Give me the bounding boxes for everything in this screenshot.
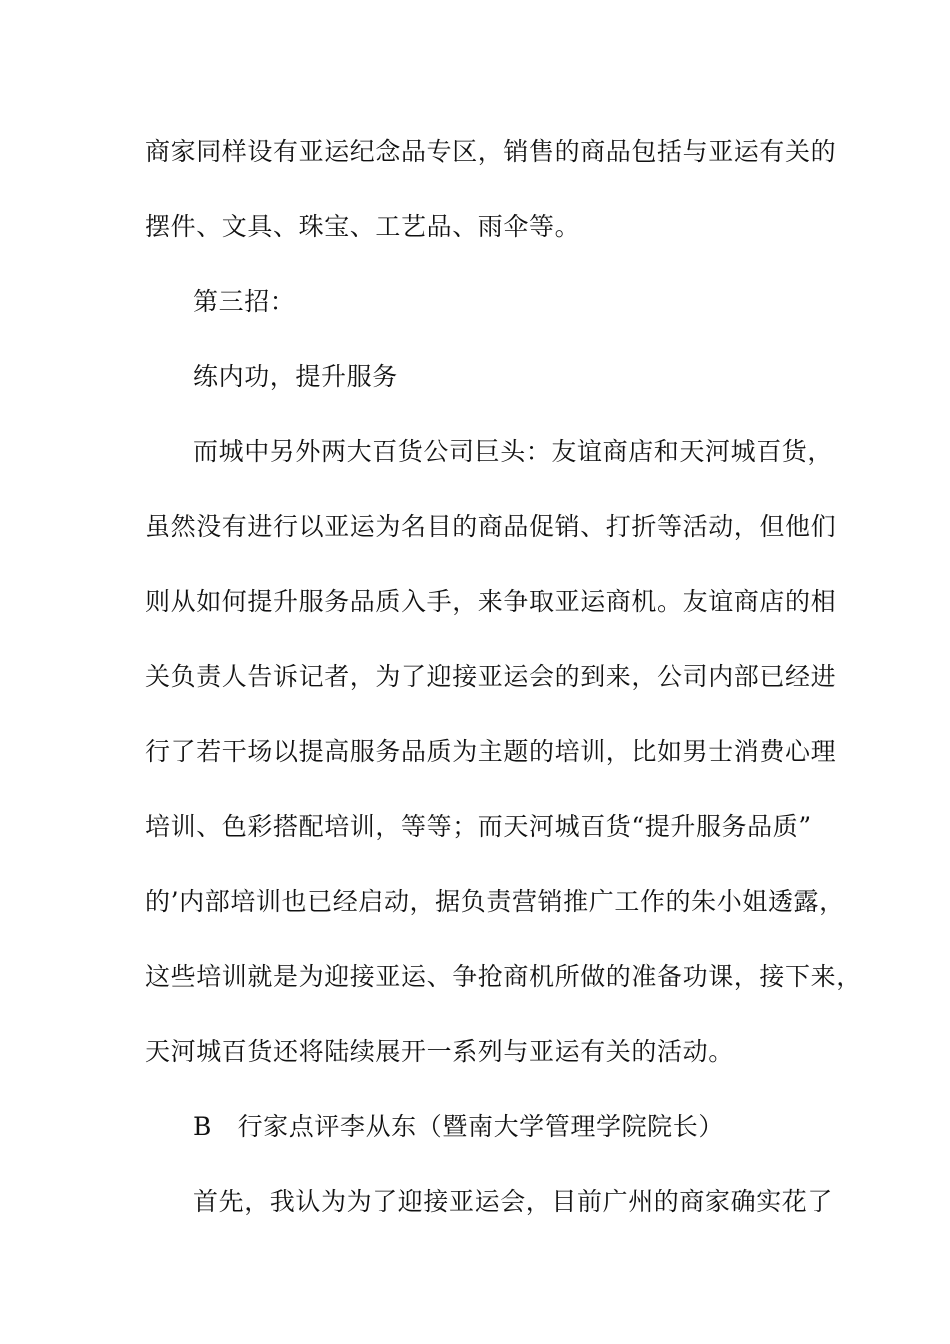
paragraph-line: 天河城百货还将陆续展开一系列与亚运有关的活动。 [145, 1037, 734, 1066]
paragraph-line: 摆件、文具、珠宝、工艺品、雨伞等。 [145, 212, 581, 241]
section-heading: 第三招： [193, 287, 296, 316]
paragraph-line: 培训、色彩搭配培训，等等；而天河城百货“提升服务品质” [145, 812, 812, 841]
paragraph-line: 这些培训就是为迎接亚运、争抢商机所做的准备功课，接下来， [145, 962, 862, 991]
paragraph-line: 关负责人告诉记者，为了迎接亚运会的到来，公司内部已经进 [145, 662, 837, 691]
paragraph-line: 首先，我认为为了迎接亚运会，目前广州的商家确实花了 [193, 1187, 834, 1216]
section-subheading: 练内功，提升服务 [193, 362, 398, 391]
paragraph-line: 而城中另外两大百货公司巨头：友谊商店和天河城百货， [193, 437, 834, 466]
paragraph-line: 虽然没有进行以亚运为名目的商品促销、打折等活动，但他们 [145, 512, 837, 541]
paragraph-line: 商家同样设有亚运纪念品专区，销售的商品包括与亚运有关的 [145, 137, 837, 166]
paragraph-line: 则从如何提升服务品质入手，来争取亚运商机。友谊商店的相 [145, 587, 837, 616]
paragraph-line: 行了若干场以提高服务品质为主题的培训，比如男士消费心理 [145, 737, 837, 766]
paragraph-line: 的’内部培训也已经启动，据负责营销推广工作的朱小姐透露， [145, 887, 845, 916]
section-heading: B 行家点评李从东（暨南大学管理学院院长） [193, 1112, 724, 1141]
